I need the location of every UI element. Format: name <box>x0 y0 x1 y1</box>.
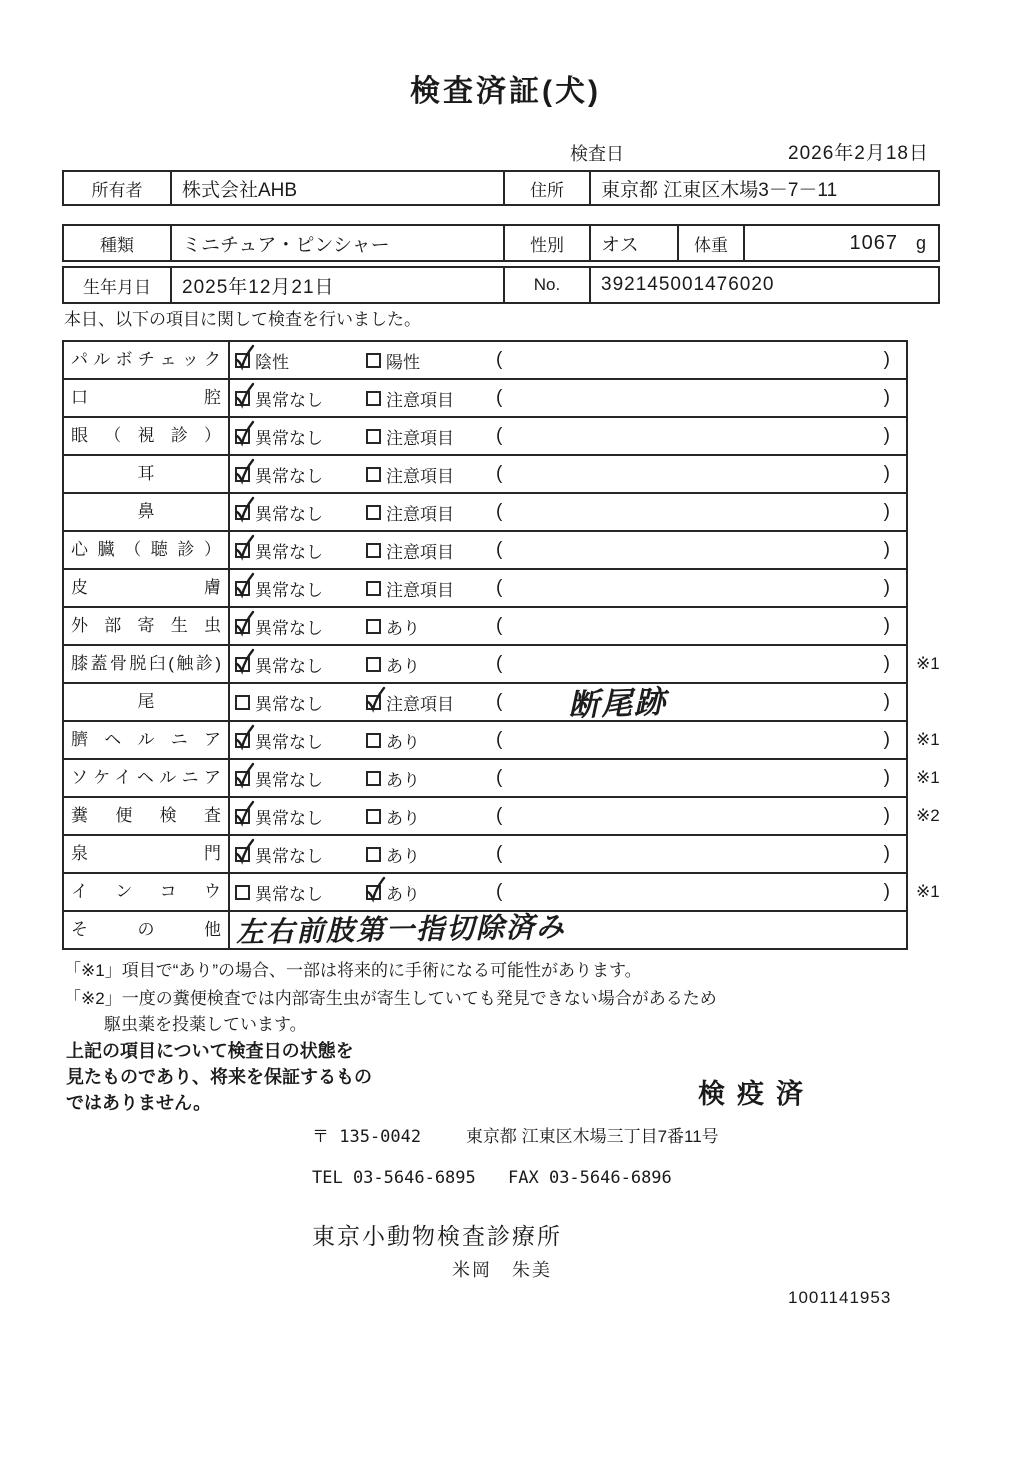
checkbox-checked[interactable] <box>235 543 250 558</box>
exam-row <box>62 492 908 532</box>
exam-row <box>62 568 908 608</box>
exam-option-label: 注意項目 <box>386 428 454 448</box>
paren-close: ) <box>883 615 890 636</box>
exam-row-content <box>230 532 906 568</box>
exam-option-label: 注意項目 <box>386 390 454 410</box>
sex-value: オス <box>589 226 677 260</box>
exam-option <box>366 494 454 530</box>
checkbox-checked[interactable] <box>235 391 250 406</box>
exam-option <box>235 874 323 910</box>
exam-option <box>235 608 323 644</box>
exam-option-label: あり <box>386 808 420 828</box>
exam-option <box>366 418 454 454</box>
paren-open: ( <box>496 425 503 446</box>
exam-option <box>235 570 323 606</box>
clinic-address: 東京都 江東区木場三丁目7番11号 <box>465 1127 719 1146</box>
checkbox-checked[interactable] <box>235 847 250 862</box>
exam-option-label: あり <box>386 618 420 638</box>
exam-row-content <box>230 380 906 416</box>
footnote-mark: ※1 <box>916 882 940 901</box>
exam-option <box>366 646 420 682</box>
animal-info-table <box>62 224 940 262</box>
checkbox-checked[interactable] <box>235 429 250 444</box>
address-value: 東京都 江東区木場3－7－11 <box>589 172 938 204</box>
checkmark-icon <box>364 875 387 903</box>
checkbox-unchecked[interactable] <box>366 505 381 520</box>
exam-row-content <box>230 836 906 872</box>
exam-option-label: 異常なし <box>255 694 323 714</box>
exam-option <box>235 380 323 416</box>
exam-row-label: 尾 <box>64 684 230 720</box>
tel-number: TEL 03-5646-6895 <box>312 1168 476 1188</box>
exam-option-label: 注意項目 <box>386 694 454 714</box>
paren-close: ) <box>883 425 890 446</box>
exam-option-label: あり <box>386 846 420 866</box>
postal-code: 〒 135-0042 <box>312 1127 422 1147</box>
exam-option-label: 異常なし <box>255 618 323 638</box>
weight-label: 体重 <box>677 226 743 260</box>
exam-option-label: 異常なし <box>255 770 323 790</box>
checkbox-unchecked[interactable] <box>366 353 381 368</box>
exam-option <box>366 342 420 378</box>
exam-row <box>62 720 940 760</box>
exam-row-label: パルボチェック <box>64 342 230 378</box>
exam-option <box>366 874 420 910</box>
exam-table <box>62 340 940 950</box>
checkmark-icon <box>233 571 256 599</box>
checkmark-icon <box>233 381 256 409</box>
exam-option <box>366 836 420 872</box>
exam-option <box>235 760 323 796</box>
exam-option <box>235 494 323 530</box>
checkmark-icon <box>233 761 256 789</box>
exam-row <box>62 606 908 646</box>
checkbox-unchecked[interactable] <box>366 771 381 786</box>
exam-option-label: あり <box>386 770 420 790</box>
disclaimer-line-2: 見たものであり、将来を保証するもの <box>66 1067 372 1087</box>
checkbox-checked[interactable] <box>235 809 250 824</box>
exam-option <box>235 836 323 872</box>
exam-option <box>366 684 454 720</box>
footnote-2: 「※2」一度の糞便検査では内部寄生虫が寄生していても発見できない場合があるため <box>64 989 717 1008</box>
paren-open: ( <box>496 691 503 712</box>
exam-row-content <box>230 646 906 682</box>
exam-option <box>366 380 454 416</box>
exam-row-content <box>230 684 906 723</box>
exam-row-label: その他 <box>64 912 230 948</box>
paren-close: ) <box>883 387 890 408</box>
quarantine-stamp: 検疫済 <box>698 1079 815 1109</box>
checkbox-unchecked[interactable] <box>366 391 381 406</box>
paren-open: ( <box>496 881 503 902</box>
paren-open: ( <box>496 843 503 864</box>
owner-value: 株式会社AHB <box>170 172 503 204</box>
paren-open: ( <box>496 539 503 560</box>
exam-option <box>235 342 289 378</box>
exam-row-label: 口腔 <box>64 380 230 416</box>
paren-close: ) <box>883 767 890 788</box>
exam-option-label: 注意項目 <box>386 542 454 562</box>
checkbox-checked[interactable] <box>235 353 250 368</box>
exam-row <box>62 758 940 798</box>
exam-row-label: ソケイヘルニア <box>64 760 230 796</box>
checkmark-icon <box>233 647 256 675</box>
exam-row-content <box>230 608 906 644</box>
exam-row <box>62 796 940 836</box>
disclaimer-line-1: 上記の項目について検査日の状態を <box>66 1041 354 1061</box>
checkbox-unchecked[interactable] <box>366 429 381 444</box>
exam-option-label: 注意項目 <box>386 580 454 600</box>
checkbox-checked[interactable] <box>235 581 250 596</box>
checkmark-icon <box>233 419 256 447</box>
exam-option <box>366 760 420 796</box>
exam-row-content <box>230 874 906 910</box>
exam-row <box>62 834 908 874</box>
exam-row <box>62 910 908 950</box>
inspection-date-label: 検査日 <box>570 144 624 164</box>
clinic-phone-line <box>312 1168 672 1188</box>
weight-value <box>743 226 938 260</box>
exam-row <box>62 416 908 456</box>
checkmark-icon <box>233 799 256 827</box>
checkbox-unchecked[interactable] <box>366 543 381 558</box>
page-title: 検査済証(犬) <box>410 75 601 108</box>
checkbox-unchecked[interactable] <box>366 467 381 482</box>
address-label: 住所 <box>503 172 589 204</box>
owner-label: 所有者 <box>91 180 143 200</box>
weight-number: 1067 <box>849 231 898 254</box>
checkbox-unchecked[interactable] <box>235 695 250 710</box>
paren-open: ( <box>496 767 503 788</box>
breed-label: 種類 <box>100 235 134 255</box>
footnote-mark: ※1 <box>916 768 940 787</box>
checkmark-icon <box>233 495 256 523</box>
exam-row <box>62 378 908 418</box>
paren-open: ( <box>496 729 503 750</box>
exam-row-label: 外部寄生虫 <box>64 608 230 644</box>
paren-open: ( <box>496 501 503 522</box>
paren-open: ( <box>496 463 503 484</box>
exam-option <box>235 722 323 758</box>
paren-close: ) <box>883 691 890 712</box>
sex-label: 性別 <box>503 226 589 260</box>
exam-option-label: 異常なし <box>255 428 323 448</box>
footnote-mark: ※1 <box>916 654 940 673</box>
exam-option-label: 異常なし <box>255 580 323 600</box>
exam-option-label: 異常なし <box>255 846 323 866</box>
exam-row-content <box>230 494 906 530</box>
paren-open: ( <box>496 387 503 408</box>
checkbox-unchecked[interactable] <box>366 809 381 824</box>
exam-option <box>366 570 454 606</box>
exam-option <box>366 456 454 492</box>
checkbox-checked[interactable] <box>235 733 250 748</box>
exam-option-label: 異常なし <box>255 656 323 676</box>
exam-row-label: 膝蓋骨脱臼(触診) <box>64 646 230 682</box>
paren-close: ) <box>883 843 890 864</box>
serial-number: 1001141953 <box>788 1288 892 1307</box>
exam-option-label: 異常なし <box>255 390 323 410</box>
footnote-mark: ※1 <box>916 730 940 749</box>
exam-row-content <box>230 456 906 492</box>
exam-row-content <box>230 760 906 796</box>
exam-option-label: 注意項目 <box>386 466 454 486</box>
exam-row-label: 泉門 <box>64 836 230 872</box>
paren-open: ( <box>496 577 503 598</box>
exam-row-label: 鼻 <box>64 494 230 530</box>
checkbox-checked[interactable] <box>366 885 381 900</box>
exam-option <box>235 646 323 682</box>
exam-option <box>366 798 420 834</box>
exam-row-content <box>230 342 906 378</box>
paren-close: ) <box>883 463 890 484</box>
clinic-name: 東京小動物検査診療所 <box>312 1223 562 1249</box>
disclaimer-block <box>66 1038 372 1116</box>
exam-row <box>62 644 940 684</box>
checkmark-icon <box>364 685 387 713</box>
footnote-1: 「※1」項目で“あり”の場合、一部は将来的に手術になる可能性があります。 <box>64 961 642 980</box>
exam-row-content <box>230 722 906 758</box>
exam-row-label: 耳 <box>64 456 230 492</box>
id-number-value: 392145001476020 <box>589 268 938 302</box>
exam-statement: 本日、以下の項目に関して検査を行いました。 <box>64 310 421 329</box>
exam-option-label: 異常なし <box>255 808 323 828</box>
exam-option-label: 陰性 <box>255 352 289 372</box>
inspection-date-value: 2026年2月18日 <box>788 143 929 164</box>
exam-row-label: 眼（視診） <box>64 418 230 454</box>
checkbox-unchecked[interactable] <box>366 847 381 862</box>
paren-close: ) <box>883 577 890 598</box>
handwritten-note: 左右前肢第一指切除済み <box>235 911 567 948</box>
checkbox-checked[interactable] <box>235 505 250 520</box>
checkbox-checked[interactable] <box>235 619 250 634</box>
exam-option-label: あり <box>386 732 420 752</box>
exam-option-label: あり <box>386 884 420 904</box>
checkbox-unchecked[interactable] <box>366 733 381 748</box>
checkmark-icon <box>233 343 256 371</box>
paren-close: ) <box>883 653 890 674</box>
footnote-2-cont: 駆虫薬を投薬しています。 <box>104 1015 307 1034</box>
exam-option-label: 異常なし <box>255 542 323 562</box>
checkbox-unchecked[interactable] <box>366 581 381 596</box>
birthdate-value: 2025年12月21日 <box>170 268 503 302</box>
checkmark-icon <box>233 837 256 865</box>
exam-row-content <box>230 912 906 948</box>
handwritten-note: 断尾跡 <box>567 684 668 723</box>
exam-option <box>366 608 420 644</box>
exam-option-label: 陽性 <box>386 352 420 372</box>
paren-close: ) <box>883 501 890 522</box>
exam-option <box>235 684 323 720</box>
exam-row-label: 臍ヘルニア <box>64 722 230 758</box>
checkmark-icon <box>233 723 256 751</box>
checkmark-icon <box>233 533 256 561</box>
paren-close: ) <box>883 349 890 370</box>
fax-number: FAX 03-5646-6896 <box>508 1168 672 1188</box>
exam-option <box>366 722 420 758</box>
exam-option-label: 異常なし <box>255 504 323 524</box>
footnote-mark: ※2 <box>916 806 940 825</box>
exam-row-label: 皮膚 <box>64 570 230 606</box>
checkmark-icon <box>233 609 256 637</box>
exam-option <box>235 418 323 454</box>
checkbox-checked[interactable] <box>235 771 250 786</box>
checkmark-icon <box>233 457 256 485</box>
exam-row-content <box>230 798 906 834</box>
breed-value: ミニチュア・ピンシャー <box>170 226 503 260</box>
exam-option-label: あり <box>386 656 420 676</box>
checkbox-unchecked[interactable] <box>366 657 381 672</box>
exam-option-label: 注意項目 <box>386 504 454 524</box>
checkbox-unchecked[interactable] <box>366 619 381 634</box>
owner-info-table <box>62 170 940 206</box>
checkbox-checked[interactable] <box>366 695 381 710</box>
weight-unit: g <box>915 232 926 253</box>
exam-row <box>62 340 908 380</box>
exam-row-label: 心臓（聴診） <box>64 532 230 568</box>
exam-option <box>235 456 323 492</box>
checkbox-checked[interactable] <box>235 467 250 482</box>
exam-row <box>62 682 908 722</box>
paren-close: ) <box>883 539 890 560</box>
exam-row <box>62 530 908 570</box>
disclaimer-line-3: ではありません。 <box>66 1093 212 1113</box>
birth-info-table <box>62 266 940 304</box>
checkbox-checked[interactable] <box>235 657 250 672</box>
exam-row-label: インコウ <box>64 874 230 910</box>
exam-row-label: 糞便検査 <box>64 798 230 834</box>
paren-open: ( <box>496 653 503 674</box>
paren-open: ( <box>496 615 503 636</box>
exam-option <box>235 798 323 834</box>
paren-close: ) <box>883 805 890 826</box>
exam-option-label: 異常なし <box>255 884 323 904</box>
exam-option <box>366 532 454 568</box>
birthdate-label: 生年月日 <box>83 277 151 297</box>
exam-option-label: 異常なし <box>255 466 323 486</box>
exam-option-label: 異常なし <box>255 732 323 752</box>
exam-row-content <box>230 570 906 606</box>
paren-open: ( <box>496 805 503 826</box>
exam-row-content <box>230 418 906 454</box>
inspector-name: 米岡 朱美 <box>452 1260 552 1280</box>
paren-close: ) <box>883 881 890 902</box>
paren-open: ( <box>496 349 503 370</box>
exam-option <box>235 532 323 568</box>
paren-close: ) <box>883 729 890 750</box>
id-number-label: No. <box>503 268 589 302</box>
clinic-address-line <box>312 1122 719 1147</box>
exam-row <box>62 454 908 494</box>
checkbox-unchecked[interactable] <box>235 885 250 900</box>
